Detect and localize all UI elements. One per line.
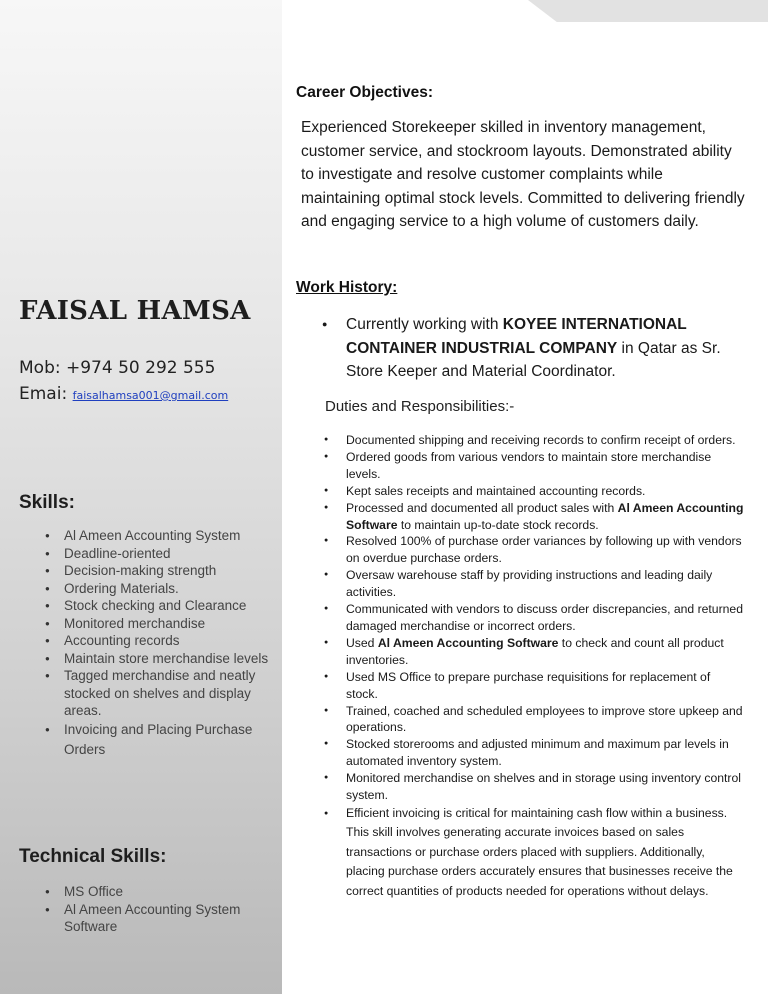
duty-item: ● Documented shipping and receiving records to confirm receipt of orders. — [324, 432, 744, 449]
duty-item: ● Kept sales receipts and maintained accounting records. — [324, 483, 744, 500]
duties-heading: Duties and Responsibilities:- — [325, 398, 515, 415]
duty-item: ● Trained, coached and scheduled employees to improve store upkeep and operations. — [324, 703, 744, 737]
skill-item: ● Monitored merchandise — [45, 615, 270, 633]
technical-skill-item: ● Al Ameen Accounting System Software — [45, 901, 270, 936]
company-name: KOYEE INTERNATIONAL CONTAINER INDUSTRIAL COMPANY — [346, 316, 687, 357]
duty-item: ● Communicated with vendors to discuss order discrepancies, and returned damaged merchandise or incorrect orders. — [324, 601, 744, 635]
skill-item: ● Deadline-oriented — [45, 545, 270, 563]
technical-skill-item: ● MS Office — [45, 883, 270, 901]
email-link[interactable]: faisalhamsa001@gmail.com — [72, 389, 229, 402]
duty-item: ● Stocked storerooms and adjusted minimum and maximum par levels in automated inventory system. — [324, 736, 744, 770]
bullet-icon: ● — [322, 319, 328, 329]
duties-list — [324, 432, 744, 901]
skill-item: ● Al Ameen Accounting System — [45, 527, 270, 545]
skill-item: ● Decision-making strength — [45, 562, 270, 580]
email-label: Emai: — [19, 384, 68, 404]
work-history-heading: Work History: — [296, 279, 398, 296]
current-position — [322, 313, 747, 384]
technical-skills-list — [45, 883, 270, 936]
skill-item: ● Invoicing and Placing Purchase Orders — [45, 720, 270, 760]
technical-skills-heading: Technical Skills: — [19, 846, 167, 867]
corner-decoration — [528, 0, 768, 22]
duty-item: ● Monitored merchandise on shelves and in storage using inventory control system. — [324, 770, 744, 804]
career-objectives-heading: Career Objectives: — [296, 84, 433, 101]
skill-item: ● Tagged merchandise and neatly stocked on shelves and display areas. — [45, 667, 270, 720]
duty-item: ● Resolved 100% of purchase order variances by following up with vendors on overdue purchase orders. — [324, 533, 744, 567]
duty-item: ● Oversaw warehouse staff by providing instructions and leading daily activities. — [324, 567, 744, 601]
duty-item: ● Processed and documented all product sales with Al Ameen Accounting Software to maintain up-to-date stock records. — [324, 500, 744, 534]
skills-list — [45, 527, 270, 760]
skill-item: ● Accounting records — [45, 632, 270, 650]
email-line — [19, 384, 228, 404]
skill-item: ● Stock checking and Clearance — [45, 597, 270, 615]
skill-item: ● Ordering Materials. — [45, 580, 270, 598]
skill-item: ● Maintain store merchandise levels — [45, 650, 270, 668]
current-position-text: Currently working with KOYEE INTERNATIONAL CONTAINER INDUSTRIAL COMPANY in Qatar as Sr. Store Keeper and Material Coordinator. — [346, 316, 721, 380]
mobile-number: Mob: +974 50 292 555 — [19, 358, 216, 378]
duty-item: ● Ordered goods from various vendors to maintain store merchandise levels. — [324, 449, 744, 483]
duty-item: ● Used MS Office to prepare purchase requisitions for replacement of stock. — [324, 669, 744, 703]
career-objective-text: Experienced Storekeeper skilled in inventory management, customer service, and stockroom layouts. Demonstrated ability to investigate and resolve customer complaints while maintaining optimal stock levels. Committed to delivering friendly and engaging service to a high volume of customers daily. — [301, 119, 745, 230]
candidate-name: FAISAL HAMSA — [19, 296, 251, 326]
skills-heading: Skills: — [19, 492, 75, 513]
duty-item: ● Efficient invoicing is critical for maintaining cash flow within a business. This skill involves generating accurate invoices based on sales transactions or purchase orders placed with suppliers. Additionally, placing purchase orders accurately ensures that businesses receive the correct quantities of products needed for operations without delays. — [324, 804, 744, 902]
duty-item: ● Used Al Ameen Accounting Software to check and count all product inventories. — [324, 635, 744, 669]
